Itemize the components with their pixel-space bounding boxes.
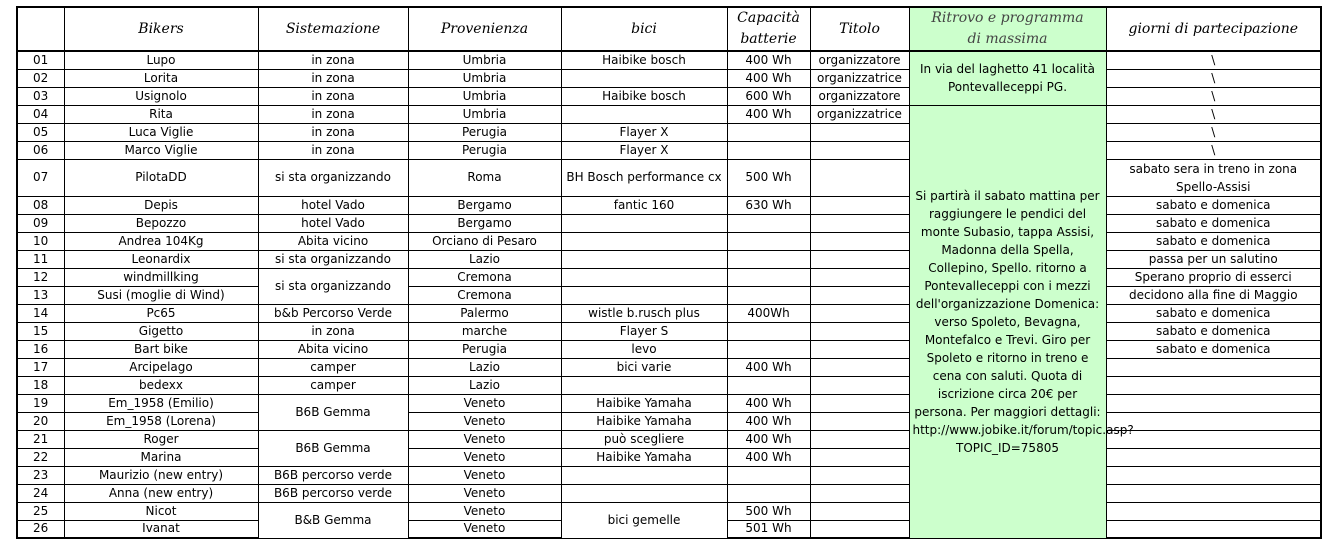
table-row [17,196,1321,214]
cell-provenienza: Orciano di Pesaro [408,232,561,250]
cell-titolo [810,159,909,196]
cell-capacita: 500 Wh [727,502,810,520]
table-row [17,484,1321,502]
cell-provenienza: Bergamo [408,196,561,214]
table-row [17,502,1321,520]
cell-sistemazione: si sta organizzando [258,159,408,196]
cell-bici: Flayer S [561,322,727,340]
cell-ritrovo-program: Si partirà il sabato mattina per raggiungere le pendici del monte Subasio, tappa Assisi, Madonna della Spella, Collepino, Spello. ritorno a Pontevalleceppi con i mezzi dell'organizzazione Domenica: verso Spoleto, Bevagna, Montefalco e Trevi. Giro per Spoleto e ritorno in treno e cena con saluti. Quota di iscrizione circa 20€ per persona. Per maggiori dettagli: http://www.jobike.it/forum/topic.asp?TOPIC_ID=75805 [909,105,1106,538]
cell-provenienza: Lazio [408,358,561,376]
table-row [17,448,1321,466]
cell-capacita [727,268,810,286]
cell-titolo [810,286,909,304]
cell-capacita: 400 Wh [727,51,810,69]
cell-capacita: 400 Wh [727,358,810,376]
cell-giorni: sabato sera in treno in zona Spello-Assisi [1106,159,1321,196]
cell-biker: Luca Viglie [64,123,258,141]
cell-number: 07 [17,159,64,196]
cell-bici: levo [561,340,727,358]
cell-biker: Bepozzo [64,214,258,232]
table-row [17,268,1321,286]
cell-number: 14 [17,304,64,322]
cell-provenienza: Veneto [408,502,561,520]
cell-giorni: \ [1106,51,1321,69]
cell-titolo [810,214,909,232]
cell-capacita: 500 Wh [727,159,810,196]
cell-provenienza: Veneto [408,448,561,466]
cell-titolo [810,376,909,394]
cell-giorni [1106,448,1321,466]
cell-bici [561,232,727,250]
cell-titolo [810,520,909,538]
cell-bici: Haibike bosch [561,87,727,105]
participants-table [16,6,1322,539]
cell-number: 25 [17,502,64,520]
cell-biker: Marina [64,448,258,466]
cell-titolo [810,448,909,466]
cell-provenienza: Palermo [408,304,561,322]
header-bici: bici [561,7,727,51]
cell-number: 23 [17,466,64,484]
cell-capacita [727,141,810,159]
cell-number: 20 [17,412,64,430]
cell-provenienza: Veneto [408,412,561,430]
cell-giorni [1106,376,1321,394]
cell-number: 24 [17,484,64,502]
table-row [17,232,1321,250]
table-row [17,51,1321,69]
cell-capacita: 600 Wh [727,87,810,105]
cell-bici: Haibike Yamaha [561,448,727,466]
cell-provenienza: Umbria [408,51,561,69]
cell-titolo [810,322,909,340]
cell-giorni: \ [1106,87,1321,105]
cell-provenienza: Veneto [408,484,561,502]
cell-bici [561,214,727,232]
cell-titolo [810,250,909,268]
cell-giorni: \ [1106,141,1321,159]
cell-giorni: Sperano proprio di esserci [1106,268,1321,286]
cell-titolo [810,394,909,412]
cell-provenienza: Umbria [408,105,561,123]
header-capacita-line2: batterie [740,31,797,47]
cell-biker: Pc65 [64,304,258,322]
cell-sistemazione: hotel Vado [258,214,408,232]
cell-giorni: sabato e domenica [1106,322,1321,340]
cell-number: 03 [17,87,64,105]
cell-provenienza: Veneto [408,466,561,484]
cell-provenienza: Umbria [408,69,561,87]
cell-sistemazione: b&b Percorso Verde [258,304,408,322]
cell-sistemazione: B&B Gemma [258,502,408,538]
cell-biker: Rita [64,105,258,123]
cell-bici: Haibike bosch [561,51,727,69]
cell-sistemazione: si sta organizzando [258,268,408,304]
cell-capacita: 400 Wh [727,105,810,123]
cell-biker: Em_1958 (Emilio) [64,394,258,412]
cell-capacita [727,232,810,250]
cell-ritrovo-meeting-point: In via del laghetto 41 località Pontevalleceppi PG. [909,51,1106,105]
cell-number: 21 [17,430,64,448]
table-row [17,105,1321,123]
cell-number: 04 [17,105,64,123]
cell-titolo [810,141,909,159]
cell-number: 15 [17,322,64,340]
cell-number: 17 [17,358,64,376]
header-capacita [727,7,810,51]
header-sistemazione: Sistemazione [258,7,408,51]
cell-giorni [1106,520,1321,538]
table-row [17,340,1321,358]
cell-number: 09 [17,214,64,232]
table-row [17,69,1321,87]
header-bikers: Bikers [64,7,258,51]
cell-provenienza: Lazio [408,250,561,268]
table-row [17,123,1321,141]
header-ritrovo-line1: Ritrovo e programma [931,10,1084,26]
cell-bici [561,69,727,87]
table-row [17,358,1321,376]
cell-sistemazione: in zona [258,123,408,141]
cell-provenienza: Cremona [408,286,561,304]
cell-capacita [727,123,810,141]
header-titolo: Titolo [810,7,909,51]
cell-titolo [810,304,909,322]
cell-giorni: \ [1106,123,1321,141]
cell-number: 22 [17,448,64,466]
cell-provenienza: Bergamo [408,214,561,232]
header-row [17,7,1321,51]
cell-provenienza: Cremona [408,268,561,286]
cell-provenienza: Perugia [408,123,561,141]
header-giorni: giorni di partecipazione [1106,7,1321,51]
cell-biker: Arcipelago [64,358,258,376]
cell-biker: Em_1958 (Lorena) [64,412,258,430]
cell-sistemazione: in zona [258,69,408,87]
cell-titolo [810,340,909,358]
cell-sistemazione: si sta organizzando [258,250,408,268]
cell-titolo [810,232,909,250]
cell-biker: Maurizio (new entry) [64,466,258,484]
cell-biker: Depis [64,196,258,214]
cell-provenienza: Veneto [408,430,561,448]
cell-capacita: 400 Wh [727,430,810,448]
cell-provenienza: Perugia [408,340,561,358]
table-row [17,466,1321,484]
cell-capacita [727,376,810,394]
cell-biker: Roger [64,430,258,448]
cell-giorni: sabato e domenica [1106,196,1321,214]
cell-bici: può scegliere [561,430,727,448]
cell-biker: Andrea 104Kg [64,232,258,250]
cell-bici: Flayer X [561,141,727,159]
cell-number: 05 [17,123,64,141]
cell-capacita: 400 Wh [727,394,810,412]
cell-number: 19 [17,394,64,412]
cell-capacita: 400 Wh [727,412,810,430]
cell-biker: Anna (new entry) [64,484,258,502]
cell-bici: Haibike Yamaha [561,394,727,412]
cell-bici: fantic 160 [561,196,727,214]
cell-giorni [1106,394,1321,412]
cell-capacita: 501 Wh [727,520,810,538]
cell-titolo [810,196,909,214]
cell-number: 06 [17,141,64,159]
cell-provenienza: Perugia [408,141,561,159]
table-row [17,87,1321,105]
table-row [17,286,1321,304]
cell-giorni: sabato e domenica [1106,304,1321,322]
cell-biker: Gigetto [64,322,258,340]
cell-sistemazione: in zona [258,141,408,159]
cell-biker: Marco Viglie [64,141,258,159]
cell-biker: Lorita [64,69,258,87]
cell-giorni: \ [1106,69,1321,87]
cell-bici: bici gemelle [561,502,727,538]
cell-sistemazione: B6B Gemma [258,394,408,430]
cell-giorni [1106,484,1321,502]
cell-provenienza: marche [408,322,561,340]
cell-biker: Usignolo [64,87,258,105]
header-ritrovo-line2: di massima [967,31,1048,47]
cell-giorni [1106,466,1321,484]
cell-sistemazione: in zona [258,322,408,340]
cell-number: 01 [17,51,64,69]
header-capacita-line1: Capacità [737,10,800,26]
cell-giorni: \ [1106,105,1321,123]
cell-biker: Ivanat [64,520,258,538]
cell-number: 10 [17,232,64,250]
cell-sistemazione: in zona [258,87,408,105]
cell-titolo: organizzatore [810,87,909,105]
cell-number: 13 [17,286,64,304]
cell-bici: wistle b.rusch plus [561,304,727,322]
cell-capacita: 400Wh [727,304,810,322]
cell-sistemazione: in zona [258,105,408,123]
cell-titolo: organizzatore [810,51,909,69]
cell-biker: windmillking [64,268,258,286]
cell-number: 08 [17,196,64,214]
cell-capacita: 400 Wh [727,448,810,466]
cell-bici: Haibike Yamaha [561,412,727,430]
cell-bici: bici varie [561,358,727,376]
cell-capacita [727,322,810,340]
cell-number: 12 [17,268,64,286]
table-row [17,214,1321,232]
cell-giorni: decidono alla fine di Maggio [1106,286,1321,304]
header-number [17,7,64,51]
cell-number: 02 [17,69,64,87]
cell-number: 16 [17,340,64,358]
cell-biker: bedexx [64,376,258,394]
cell-provenienza: Lazio [408,376,561,394]
cell-biker: Lupo [64,51,258,69]
cell-biker: PilotaDD [64,159,258,196]
table-row [17,250,1321,268]
cell-sistemazione: Abita vicino [258,340,408,358]
cell-number: 11 [17,250,64,268]
cell-titolo [810,358,909,376]
cell-bici [561,466,727,484]
cell-bici [561,268,727,286]
cell-titolo [810,412,909,430]
header-provenienza: Provenienza [408,7,561,51]
cell-giorni: sabato e domenica [1106,232,1321,250]
cell-giorni [1106,430,1321,448]
cell-titolo: organizzatrice [810,105,909,123]
cell-titolo: organizzatrice [810,69,909,87]
cell-provenienza: Roma [408,159,561,196]
cell-titolo [810,123,909,141]
cell-giorni [1106,502,1321,520]
cell-capacita: 630 Wh [727,196,810,214]
cell-bici [561,250,727,268]
cell-provenienza: Veneto [408,394,561,412]
cell-capacita [727,466,810,484]
cell-titolo [810,502,909,520]
cell-bici: Flayer X [561,123,727,141]
cell-giorni: passa per un salutino [1106,250,1321,268]
cell-provenienza: Veneto [408,520,561,538]
cell-titolo [810,430,909,448]
table-row [17,141,1321,159]
cell-number: 18 [17,376,64,394]
cell-biker: Susi (moglie di Wind) [64,286,258,304]
cell-giorni [1106,358,1321,376]
table-row [17,322,1321,340]
table-row [17,394,1321,412]
cell-capacita [727,250,810,268]
cell-bici [561,484,727,502]
table-row [17,159,1321,196]
cell-capacita [727,340,810,358]
cell-bici [561,376,727,394]
cell-biker: Leonardix [64,250,258,268]
cell-bici: BH Bosch performance cx [561,159,727,196]
cell-biker: Nicot [64,502,258,520]
cell-capacita: 400 Wh [727,69,810,87]
cell-bici [561,105,727,123]
cell-giorni: sabato e domenica [1106,340,1321,358]
cell-biker: Bart bike [64,340,258,358]
table-row [17,376,1321,394]
cell-bici [561,286,727,304]
cell-sistemazione: in zona [258,51,408,69]
cell-giorni [1106,412,1321,430]
cell-number: 26 [17,520,64,538]
cell-sistemazione: camper [258,358,408,376]
cell-capacita [727,484,810,502]
cell-giorni: sabato e domenica [1106,214,1321,232]
cell-capacita [727,286,810,304]
header-ritrovo [909,7,1106,51]
cell-titolo [810,484,909,502]
cell-titolo [810,268,909,286]
cell-sistemazione: Abita vicino [258,232,408,250]
cell-sistemazione: B6B percorso verde [258,466,408,484]
cell-sistemazione: hotel Vado [258,196,408,214]
cell-sistemazione: camper [258,376,408,394]
cell-sistemazione: B6B percorso verde [258,484,408,502]
cell-titolo [810,466,909,484]
table-row [17,304,1321,322]
cell-sistemazione: B6B Gemma [258,430,408,466]
cell-provenienza: Umbria [408,87,561,105]
cell-capacita [727,214,810,232]
